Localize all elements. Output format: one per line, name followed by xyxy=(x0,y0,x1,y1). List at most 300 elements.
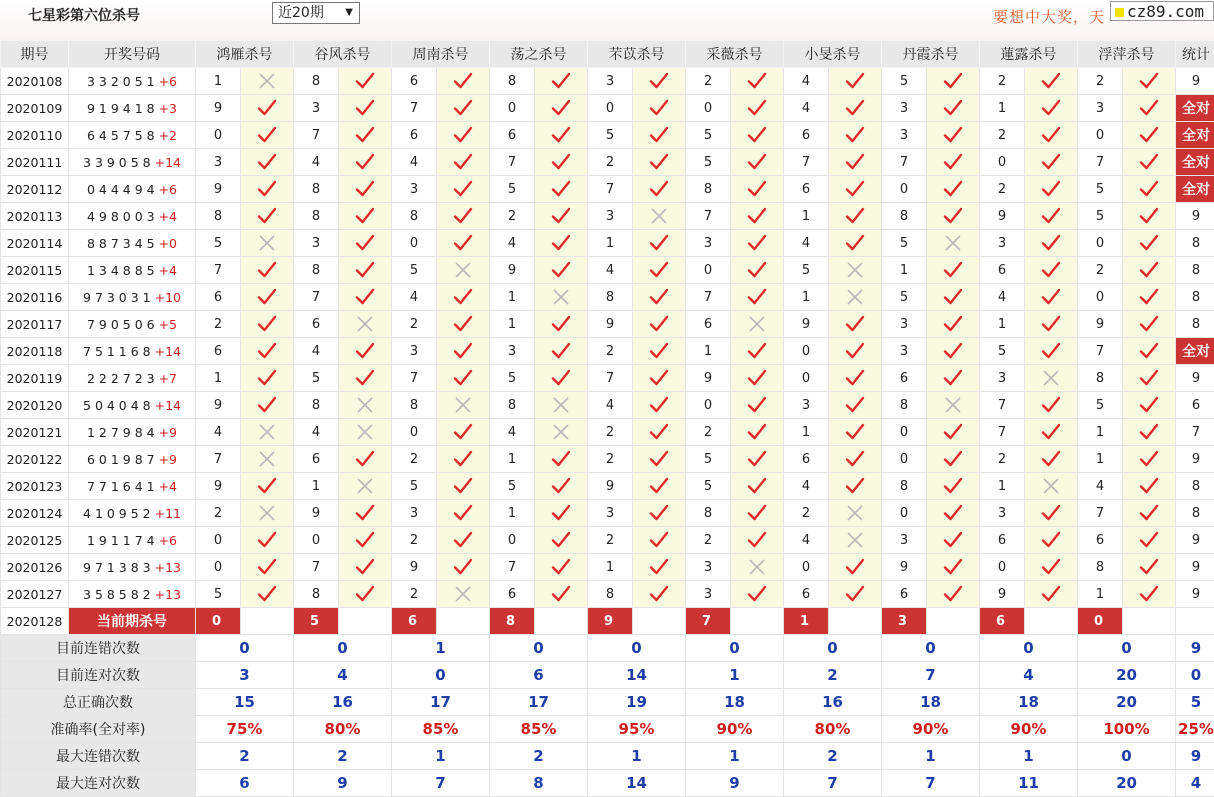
result-mark xyxy=(339,203,392,230)
period-cell: 2020119 xyxy=(1,365,69,392)
result-mark xyxy=(339,581,392,608)
result-mark xyxy=(633,95,686,122)
stat-cell: 9 xyxy=(1176,527,1214,554)
result-mark xyxy=(437,122,490,149)
check-icon xyxy=(453,101,473,116)
result-mark xyxy=(633,419,686,446)
check-icon xyxy=(453,128,473,143)
result-mark xyxy=(927,365,980,392)
stat-cell: 9 xyxy=(1176,554,1214,581)
kill-number: 7 xyxy=(980,392,1025,419)
result-mark xyxy=(633,365,686,392)
draw-plus: +9 xyxy=(159,452,177,467)
kill-number: 2 xyxy=(686,68,731,95)
kill-number: 0 xyxy=(196,527,241,554)
kill-number: 9 xyxy=(882,554,927,581)
kill-number: 1 xyxy=(196,68,241,95)
kill-number: 1 xyxy=(686,338,731,365)
result-mark xyxy=(731,176,784,203)
check-icon xyxy=(453,533,473,548)
kill-number: 1 xyxy=(490,500,535,527)
result-mark xyxy=(437,365,490,392)
check-icon xyxy=(453,317,473,332)
cross-icon xyxy=(257,236,277,251)
kill-number: 5 xyxy=(686,473,731,500)
check-icon xyxy=(747,371,767,386)
check-icon xyxy=(453,74,473,89)
ad-banner-text[interactable]: 要想中大奖，天 xyxy=(993,6,1105,27)
kill-number: 0 xyxy=(196,554,241,581)
table-row xyxy=(1,149,1214,176)
check-icon xyxy=(355,101,375,116)
summary-value: 6 xyxy=(490,662,588,689)
check-icon xyxy=(943,560,963,575)
check-icon xyxy=(355,209,375,224)
kill-number: 5 xyxy=(784,257,829,284)
check-icon xyxy=(649,506,669,521)
kill-number: 2 xyxy=(686,419,731,446)
result-mark xyxy=(339,284,392,311)
kill-number: 4 xyxy=(1078,473,1123,500)
current-kill-number: 8 xyxy=(490,608,535,635)
cross-icon xyxy=(1041,371,1061,386)
summary-label: 最大连对次数 xyxy=(1,770,196,797)
period-cell: 2020128 xyxy=(1,608,69,635)
kill-number: 2 xyxy=(588,149,633,176)
result-mark xyxy=(535,500,588,527)
result-mark xyxy=(633,527,686,554)
table-row xyxy=(1,446,1214,473)
draw-numbers-cell xyxy=(69,527,196,554)
summary-value: 4 xyxy=(294,662,392,689)
result-mark xyxy=(829,149,882,176)
stat-cell: 6 xyxy=(1176,392,1214,419)
check-icon xyxy=(1041,263,1061,278)
check-icon xyxy=(453,236,473,251)
cross-icon xyxy=(551,425,571,440)
kill-number: 0 xyxy=(784,554,829,581)
period-cell: 2020123 xyxy=(1,473,69,500)
kill-number: 6 xyxy=(1078,527,1123,554)
result-mark xyxy=(731,284,784,311)
kill-number: 6 xyxy=(490,581,535,608)
column-header-expert: 小旻杀号 xyxy=(784,41,882,68)
check-icon xyxy=(649,425,669,440)
stat-cell: 全对 xyxy=(1176,176,1214,203)
summary-value: 20 xyxy=(1078,770,1176,797)
kill-number: 7 xyxy=(294,122,339,149)
kill-number: 8 xyxy=(294,176,339,203)
result-mark xyxy=(339,527,392,554)
summary-value: 1 xyxy=(392,635,490,662)
result-mark xyxy=(437,311,490,338)
stat-cell: 8 xyxy=(1176,257,1214,284)
result-mark xyxy=(1025,95,1078,122)
summary-value: 7 xyxy=(784,770,882,797)
result-mark xyxy=(339,311,392,338)
result-mark xyxy=(535,446,588,473)
cross-icon xyxy=(257,425,277,440)
result-mark xyxy=(1025,473,1078,500)
kill-number: 1 xyxy=(196,365,241,392)
kill-number: 2 xyxy=(196,311,241,338)
period-cell: 2020115 xyxy=(1,257,69,284)
result-mark xyxy=(633,230,686,257)
check-icon xyxy=(355,560,375,575)
kill-number: 3 xyxy=(882,95,927,122)
draw-plus: +0 xyxy=(159,236,177,251)
result-mark xyxy=(829,392,882,419)
kill-number: 5 xyxy=(1078,203,1123,230)
kill-number: 2 xyxy=(980,122,1025,149)
result-mark xyxy=(535,230,588,257)
check-icon xyxy=(1041,506,1061,521)
kill-number: 3 xyxy=(686,581,731,608)
check-icon xyxy=(551,182,571,197)
check-icon xyxy=(943,452,963,467)
check-icon xyxy=(551,209,571,224)
cross-icon xyxy=(257,74,277,89)
kill-number: 9 xyxy=(588,311,633,338)
table-row xyxy=(1,257,1214,284)
result-mark xyxy=(1123,365,1176,392)
draw-numbers-cell xyxy=(69,284,196,311)
check-icon xyxy=(257,587,277,602)
top-bar xyxy=(0,0,1214,40)
summary-value: 15 xyxy=(196,689,294,716)
check-icon xyxy=(1041,560,1061,575)
kill-number: 2 xyxy=(490,203,535,230)
summary-value: 19 xyxy=(588,689,686,716)
column-header-expert: 采薇杀号 xyxy=(686,41,784,68)
kill-number: 6 xyxy=(196,284,241,311)
summary-stat: 25% xyxy=(1176,716,1214,743)
summary-value: 7 xyxy=(882,662,980,689)
kill-number: 1 xyxy=(784,284,829,311)
kill-number: 9 xyxy=(196,95,241,122)
summary-value: 2 xyxy=(490,743,588,770)
draw-numbers-cell xyxy=(69,176,196,203)
check-icon xyxy=(355,290,375,305)
column-header-draw: 开奖号码 xyxy=(69,41,196,68)
check-icon xyxy=(649,236,669,251)
result-mark xyxy=(339,95,392,122)
kill-number: 2 xyxy=(392,581,437,608)
result-mark xyxy=(1123,311,1176,338)
check-icon xyxy=(1139,236,1159,251)
check-icon xyxy=(747,398,767,413)
check-icon xyxy=(747,101,767,116)
check-icon xyxy=(943,263,963,278)
check-icon xyxy=(257,371,277,386)
result-mark xyxy=(339,554,392,581)
summary-value: 9 xyxy=(294,770,392,797)
result-mark xyxy=(927,284,980,311)
current-empty xyxy=(535,608,588,635)
kill-number: 8 xyxy=(1078,554,1123,581)
result-mark xyxy=(437,392,490,419)
summary-label: 准确率(全对率) xyxy=(1,716,196,743)
check-icon xyxy=(649,452,669,467)
kill-number: 7 xyxy=(1078,149,1123,176)
check-icon xyxy=(747,506,767,521)
stat-cell: 9 xyxy=(1176,365,1214,392)
kill-number: 6 xyxy=(784,446,829,473)
result-mark xyxy=(633,311,686,338)
check-icon xyxy=(943,533,963,548)
kill-number: 2 xyxy=(588,527,633,554)
result-mark xyxy=(339,176,392,203)
summary-value: 0 xyxy=(196,635,294,662)
result-mark xyxy=(1123,446,1176,473)
check-icon xyxy=(551,533,571,548)
check-icon xyxy=(943,101,963,116)
kill-number: 6 xyxy=(980,257,1025,284)
cross-icon xyxy=(649,209,669,224)
stat-cell: 8 xyxy=(1176,473,1214,500)
kill-number: 0 xyxy=(980,149,1025,176)
summary-label: 总正确次数 xyxy=(1,689,196,716)
check-icon xyxy=(943,479,963,494)
result-mark xyxy=(339,392,392,419)
cross-icon xyxy=(453,263,473,278)
kill-number: 1 xyxy=(490,446,535,473)
kill-number: 2 xyxy=(196,500,241,527)
draw-plus: +7 xyxy=(159,371,177,386)
result-mark xyxy=(633,446,686,473)
result-mark xyxy=(437,95,490,122)
result-mark xyxy=(437,230,490,257)
summary-value: 1 xyxy=(882,743,980,770)
kill-number: 0 xyxy=(392,230,437,257)
kill-number: 4 xyxy=(784,68,829,95)
draw-plus: +4 xyxy=(159,263,177,278)
result-mark xyxy=(829,554,882,581)
kill-number: 1 xyxy=(980,473,1025,500)
result-mark xyxy=(633,284,686,311)
result-mark xyxy=(535,149,588,176)
summary-value: 7 xyxy=(882,770,980,797)
check-icon xyxy=(943,74,963,89)
kill-number: 3 xyxy=(980,230,1025,257)
kill-number: 9 xyxy=(588,473,633,500)
check-icon xyxy=(355,236,375,251)
summary-value: 14 xyxy=(588,770,686,797)
summary-value: 8 xyxy=(490,770,588,797)
check-icon xyxy=(943,290,963,305)
result-mark xyxy=(1123,392,1176,419)
kill-number: 7 xyxy=(1078,500,1123,527)
kill-number: 2 xyxy=(784,500,829,527)
check-icon xyxy=(845,128,865,143)
check-icon xyxy=(747,533,767,548)
table-row xyxy=(1,554,1214,581)
check-icon xyxy=(1139,479,1159,494)
period-cell: 2020120 xyxy=(1,392,69,419)
result-mark xyxy=(535,527,588,554)
check-icon xyxy=(1041,128,1061,143)
result-mark xyxy=(927,257,980,284)
result-mark xyxy=(1025,338,1078,365)
result-mark xyxy=(829,338,882,365)
kill-number: 5 xyxy=(882,230,927,257)
chevron-down-icon: ▼ xyxy=(345,3,353,23)
kill-number: 4 xyxy=(784,527,829,554)
kill-number: 4 xyxy=(588,392,633,419)
check-icon xyxy=(551,587,571,602)
period-cell: 2020113 xyxy=(1,203,69,230)
result-mark xyxy=(535,581,588,608)
result-mark xyxy=(829,311,882,338)
check-icon xyxy=(943,587,963,602)
result-mark xyxy=(1025,203,1078,230)
result-mark xyxy=(437,419,490,446)
check-icon xyxy=(845,101,865,116)
result-mark xyxy=(241,365,294,392)
result-mark xyxy=(829,203,882,230)
result-mark xyxy=(241,257,294,284)
summary-value: 100% xyxy=(1078,716,1176,743)
result-mark xyxy=(339,257,392,284)
summary-value: 95% xyxy=(588,716,686,743)
check-icon xyxy=(551,101,571,116)
result-mark xyxy=(241,95,294,122)
summary-value: 16 xyxy=(294,689,392,716)
result-mark xyxy=(535,311,588,338)
result-mark xyxy=(535,176,588,203)
cross-icon xyxy=(845,290,865,305)
check-icon xyxy=(453,344,473,359)
result-mark xyxy=(633,581,686,608)
result-mark xyxy=(927,149,980,176)
check-icon xyxy=(551,344,571,359)
result-mark xyxy=(1123,419,1176,446)
kill-number: 3 xyxy=(294,230,339,257)
kill-number: 5 xyxy=(490,176,535,203)
kill-number-table xyxy=(0,40,1214,797)
kill-number: 9 xyxy=(1078,311,1123,338)
kill-number: 5 xyxy=(392,257,437,284)
check-icon xyxy=(551,236,571,251)
draw-numbers-cell xyxy=(69,203,196,230)
draw-plus: +6 xyxy=(159,182,177,197)
current-empty xyxy=(731,608,784,635)
kill-number: 6 xyxy=(392,122,437,149)
site-logo[interactable] xyxy=(1110,1,1214,21)
check-icon xyxy=(1139,344,1159,359)
check-icon xyxy=(747,74,767,89)
kill-number: 7 xyxy=(196,257,241,284)
kill-number: 2 xyxy=(980,68,1025,95)
check-icon xyxy=(551,128,571,143)
kill-number: 2 xyxy=(392,527,437,554)
check-icon xyxy=(453,452,473,467)
result-mark xyxy=(241,68,294,95)
result-mark xyxy=(437,473,490,500)
kill-number: 8 xyxy=(490,392,535,419)
summary-value: 9 xyxy=(686,770,784,797)
kill-number: 6 xyxy=(196,338,241,365)
table-row xyxy=(1,581,1214,608)
result-mark xyxy=(535,95,588,122)
result-mark xyxy=(1123,149,1176,176)
cross-icon xyxy=(1041,479,1061,494)
period-cell: 2020127 xyxy=(1,581,69,608)
kill-number: 8 xyxy=(588,581,633,608)
result-mark xyxy=(927,122,980,149)
kill-number: 6 xyxy=(882,365,927,392)
summary-value: 2 xyxy=(294,743,392,770)
result-mark xyxy=(829,473,882,500)
check-icon xyxy=(551,560,571,575)
kill-number: 2 xyxy=(1078,68,1123,95)
draw-numbers: 8 8 7 3 4 5 xyxy=(87,236,155,251)
result-mark xyxy=(241,149,294,176)
column-header-stat: 统计 xyxy=(1176,41,1214,68)
check-icon xyxy=(943,182,963,197)
result-mark xyxy=(731,581,784,608)
result-mark xyxy=(1123,527,1176,554)
result-mark xyxy=(731,338,784,365)
kill-number: 1 xyxy=(882,257,927,284)
result-mark xyxy=(927,392,980,419)
result-mark xyxy=(535,338,588,365)
check-icon xyxy=(845,182,865,197)
result-mark xyxy=(339,149,392,176)
summary-value: 11 xyxy=(980,770,1078,797)
cross-icon xyxy=(845,533,865,548)
kill-number: 8 xyxy=(882,203,927,230)
current-kill-label: 当前期杀号 xyxy=(69,608,196,635)
kill-number: 9 xyxy=(490,257,535,284)
check-icon xyxy=(1139,182,1159,197)
check-icon xyxy=(1139,371,1159,386)
draw-numbers-cell xyxy=(69,122,196,149)
cross-icon xyxy=(551,398,571,413)
check-icon xyxy=(355,182,375,197)
kill-number: 6 xyxy=(686,311,731,338)
result-mark xyxy=(731,392,784,419)
kill-number: 3 xyxy=(588,203,633,230)
result-mark xyxy=(1123,230,1176,257)
period-select-value: 近20期 xyxy=(278,5,324,21)
result-mark xyxy=(1123,500,1176,527)
current-stat-empty xyxy=(1176,608,1214,635)
summary-stat: 9 xyxy=(1176,635,1214,662)
kill-number: 7 xyxy=(392,95,437,122)
check-icon xyxy=(257,209,277,224)
cross-icon xyxy=(943,236,963,251)
result-mark xyxy=(339,419,392,446)
result-mark xyxy=(437,203,490,230)
summary-value: 1 xyxy=(686,662,784,689)
result-mark xyxy=(731,527,784,554)
result-mark xyxy=(241,392,294,419)
result-mark xyxy=(339,68,392,95)
result-mark xyxy=(731,230,784,257)
check-icon xyxy=(355,155,375,170)
period-select[interactable] xyxy=(272,2,360,24)
kill-number: 2 xyxy=(980,446,1025,473)
stat-cell: 9 xyxy=(1176,446,1214,473)
check-icon xyxy=(1041,290,1061,305)
result-mark xyxy=(241,527,294,554)
result-mark xyxy=(241,122,294,149)
period-cell: 2020117 xyxy=(1,311,69,338)
draw-numbers: 3 3 2 0 5 1 xyxy=(87,74,155,89)
stat-cell: 全对 xyxy=(1176,338,1214,365)
current-kill-number: 0 xyxy=(1078,608,1123,635)
